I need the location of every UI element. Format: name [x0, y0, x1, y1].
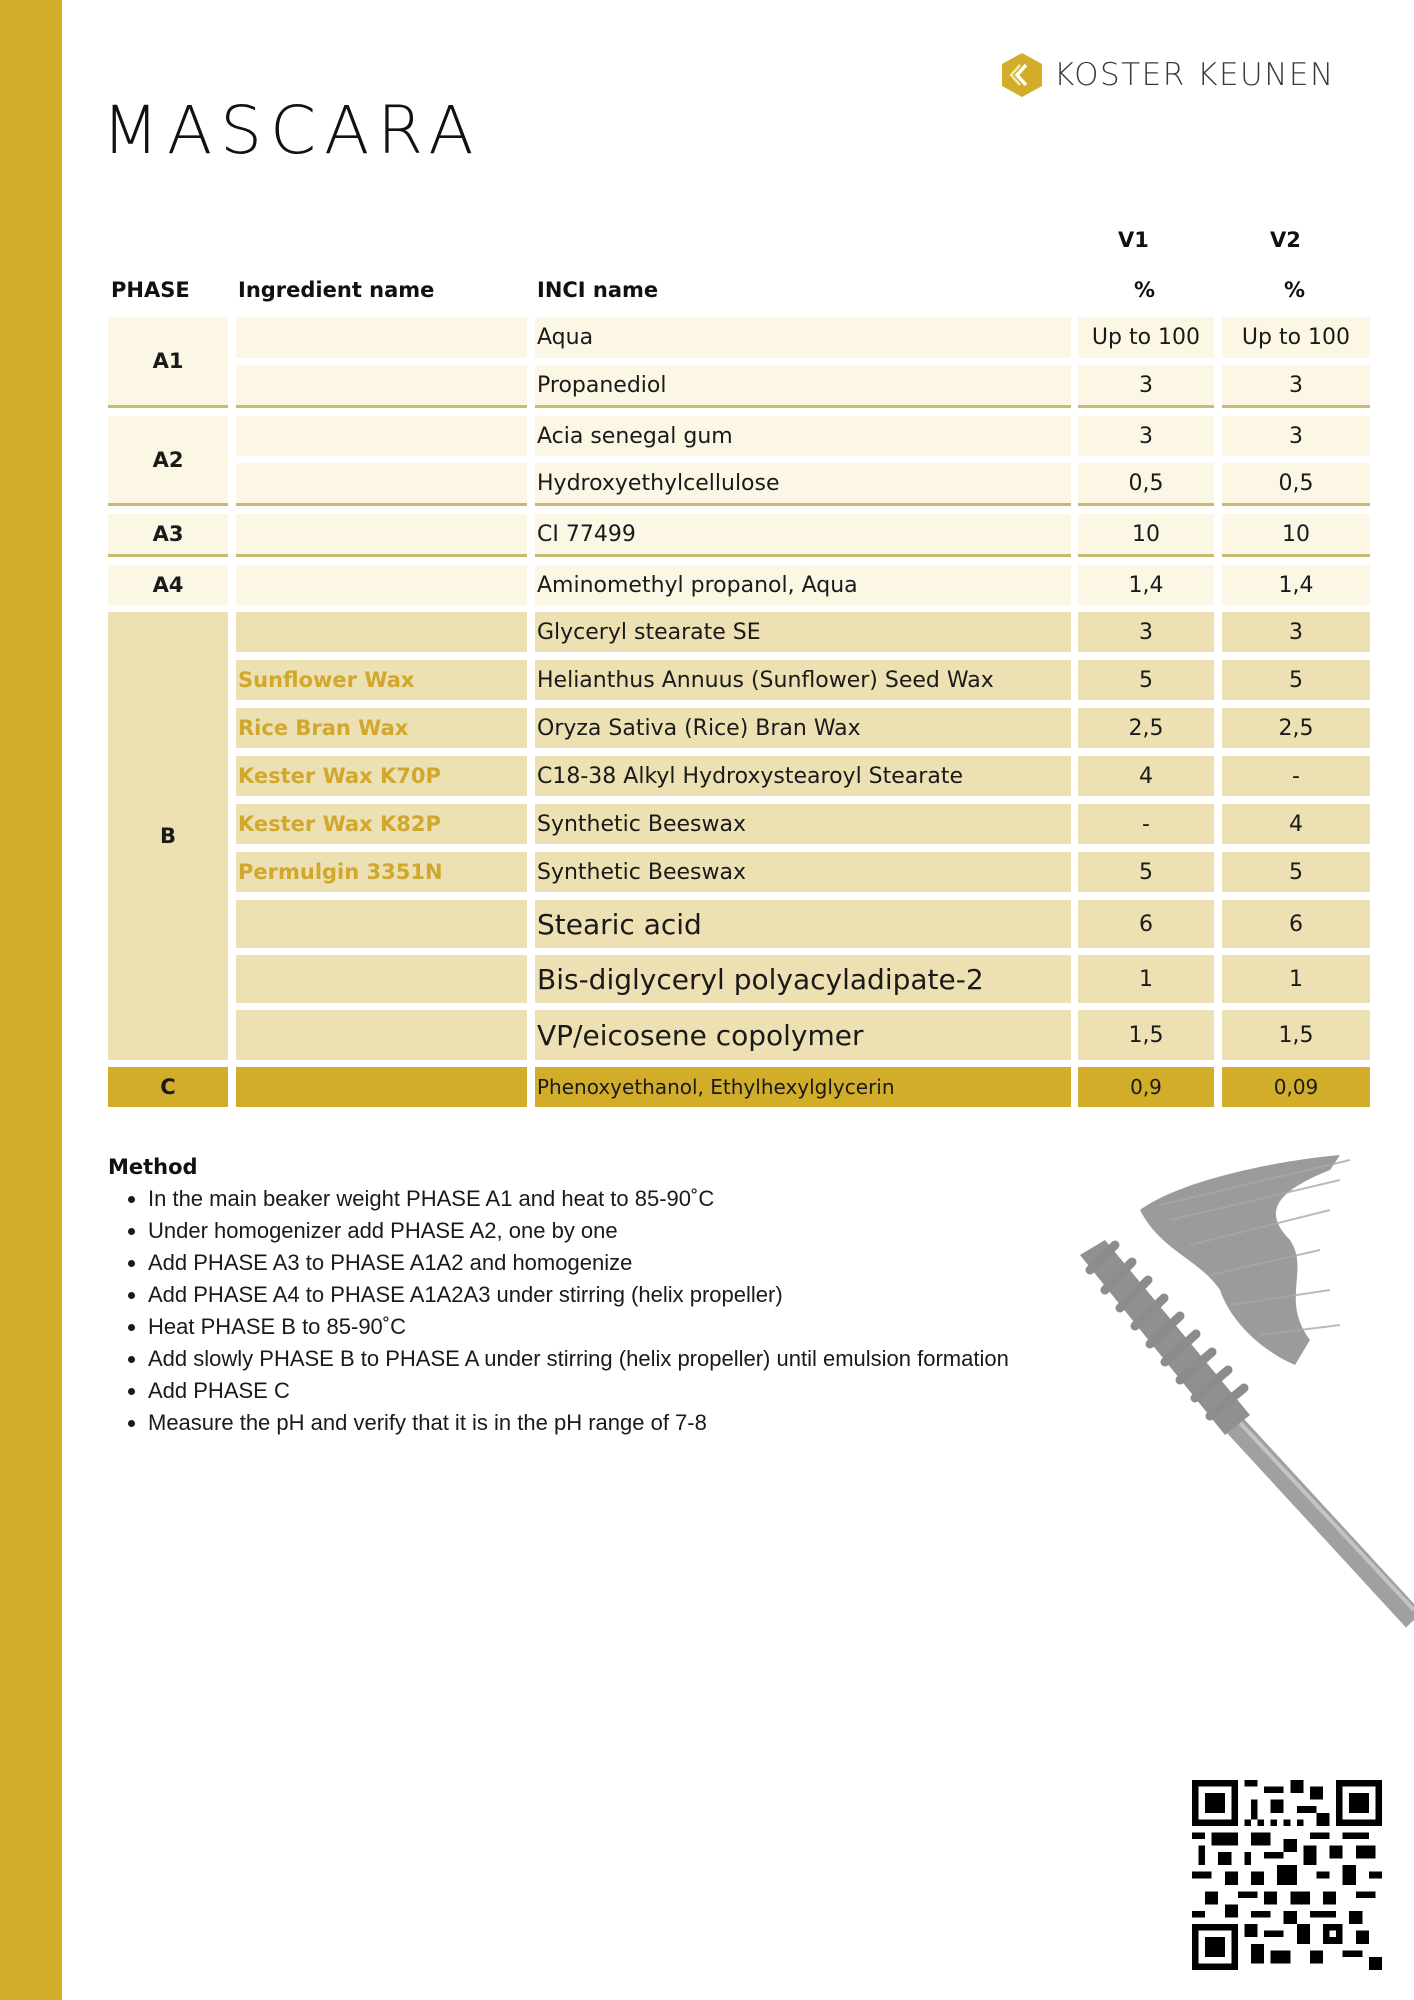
ingredient-name-cell: [236, 612, 527, 652]
v1-value-cell: 5: [1078, 852, 1214, 892]
v2-value-cell: 4: [1222, 804, 1370, 844]
method-step: • In the main beaker weight PHASE A1 and heat to 85-90˚C: [148, 1183, 1009, 1215]
ingredient-name-cell: [236, 565, 527, 605]
v2-value-cell: 3: [1222, 416, 1370, 456]
v2-value-cell: 3: [1222, 612, 1370, 652]
v1-value-cell: 2,5: [1078, 708, 1214, 748]
v1-value-cell: 1,4: [1078, 565, 1214, 605]
header-v1-unit: %: [1134, 278, 1156, 302]
ingredient-name-cell: [236, 955, 527, 1003]
ingredient-name-cell: [236, 514, 527, 557]
method-section: [108, 1155, 1009, 1439]
method-step: • Heat PHASE B to 85-90˚C: [148, 1311, 1009, 1343]
brand-name: KOSTER KEUNEN: [1054, 57, 1335, 93]
inci-name-cell: C18-38 Alkyl Hydroxystearoyl Stearate: [535, 756, 1071, 796]
method-steps-list: [108, 1183, 1009, 1439]
method-step: • Measure the pH and verify that it is in the pH range of 7-8: [148, 1407, 1009, 1439]
v2-value-cell: 2,5: [1222, 708, 1370, 748]
ingredient-name-cell: [236, 1010, 527, 1060]
header-phase: PHASE: [111, 278, 190, 302]
ingredient-name-cell: Rice Bran Wax: [236, 708, 527, 748]
method-step: • Add slowly PHASE B to PHASE A under stirring (helix propeller) until emulsion formation: [148, 1343, 1009, 1375]
inci-name-cell: Synthetic Beeswax: [535, 852, 1071, 892]
ingredient-name-cell: [236, 900, 527, 948]
ingredient-name-cell: Kester Wax K82P: [236, 804, 527, 844]
method-title: Method: [108, 1155, 198, 1179]
ingredient-name-cell: [236, 1067, 527, 1107]
ingredient-name-cell: [236, 365, 527, 408]
inci-name-cell: Oryza Sativa (Rice) Bran Wax: [535, 708, 1071, 748]
method-step: • Under homogenizer add PHASE A2, one by one: [148, 1215, 1009, 1247]
v1-value-cell: 3: [1078, 612, 1214, 652]
v1-value-cell: Up to 100: [1078, 317, 1214, 358]
phase-cell-a1: A1: [108, 317, 228, 408]
inci-name-cell: Helianthus Annuus (Sunflower) Seed Wax: [535, 660, 1071, 700]
header-v1: V1: [1118, 228, 1149, 252]
v1-value-cell: -: [1078, 804, 1214, 844]
v2-value-cell: 5: [1222, 852, 1370, 892]
page-title: MASCARA: [102, 92, 482, 169]
v1-value-cell: 0,5: [1078, 463, 1214, 506]
v2-value-cell: 6: [1222, 900, 1370, 948]
inci-name-cell: Hydroxyethylcellulose: [535, 463, 1071, 506]
inci-name-cell: Propanediol: [535, 365, 1071, 408]
ingredient-name-cell: [236, 463, 527, 506]
phase-cell-c: C: [108, 1067, 228, 1107]
header-v2: V2: [1270, 228, 1301, 252]
v2-value-cell: 0,09: [1222, 1067, 1370, 1107]
v2-value-cell: Up to 100: [1222, 317, 1370, 358]
ingredient-name-cell: [236, 416, 527, 456]
inci-name-cell: Glyceryl stearate SE: [535, 612, 1071, 652]
ingredient-name-cell: Kester Wax K70P: [236, 756, 527, 796]
v2-value-cell: 10: [1222, 514, 1370, 557]
qr-code-icon: [1192, 1780, 1382, 1970]
v1-value-cell: 6: [1078, 900, 1214, 948]
ingredient-name-cell: Sunflower Wax: [236, 660, 527, 700]
header-ingredient-name: Ingredient name: [238, 278, 435, 302]
inci-name-cell: CI 77499: [535, 514, 1071, 557]
v1-value-cell: 3: [1078, 416, 1214, 456]
inci-name-cell: Phenoxyethanol, Ethylhexylglycerin: [535, 1067, 1071, 1107]
v1-value-cell: 1,5: [1078, 1010, 1214, 1060]
inci-name-cell: Acia senegal gum: [535, 416, 1071, 456]
v1-value-cell: 5: [1078, 660, 1214, 700]
method-step: • Add PHASE A3 to PHASE A1A2 and homogenize: [148, 1247, 1009, 1279]
inci-name-cell: Aminomethyl propanol, Aqua: [535, 565, 1071, 605]
inci-name-cell: Bis-diglyceryl polyacyladipate-2: [535, 955, 1071, 1003]
inci-name-cell: Aqua: [535, 317, 1071, 358]
v2-value-cell: 3: [1222, 365, 1370, 408]
v1-value-cell: 10: [1078, 514, 1214, 557]
v2-value-cell: 1: [1222, 955, 1370, 1003]
mascara-brush-illustration-icon: [1060, 1150, 1414, 1630]
phase-cell-a2: A2: [108, 416, 228, 506]
hexagon-chevron-logo-icon: [1000, 52, 1044, 98]
inci-name-cell: Synthetic Beeswax: [535, 804, 1071, 844]
v1-value-cell: 1: [1078, 955, 1214, 1003]
method-step: • Add PHASE C: [148, 1375, 1009, 1407]
phase-cell-a4: A4: [108, 565, 228, 605]
ingredient-name-cell: [236, 317, 527, 358]
ingredient-name-cell: Permulgin 3351N: [236, 852, 527, 892]
v2-value-cell: -: [1222, 756, 1370, 796]
phase-cell-b: B: [108, 612, 228, 1060]
v2-value-cell: 0,5: [1222, 463, 1370, 506]
inci-name-cell: VP/eicosene copolymer: [535, 1010, 1071, 1060]
v1-value-cell: 3: [1078, 365, 1214, 408]
brand-logo: [1000, 52, 1335, 98]
v2-value-cell: 5: [1222, 660, 1370, 700]
header-v2-unit: %: [1284, 278, 1306, 302]
inci-name-cell: Stearic acid: [535, 900, 1071, 948]
v2-value-cell: 1,5: [1222, 1010, 1370, 1060]
side-accent-bar: [0, 0, 62, 2000]
header-inci-name: INCI name: [537, 278, 659, 302]
method-step: • Add PHASE A4 to PHASE A1A2A3 under stirring (helix propeller): [148, 1279, 1009, 1311]
v2-value-cell: 1,4: [1222, 565, 1370, 605]
v1-value-cell: 4: [1078, 756, 1214, 796]
v1-value-cell: 0,9: [1078, 1067, 1214, 1107]
phase-cell-a3: A3: [108, 514, 228, 557]
